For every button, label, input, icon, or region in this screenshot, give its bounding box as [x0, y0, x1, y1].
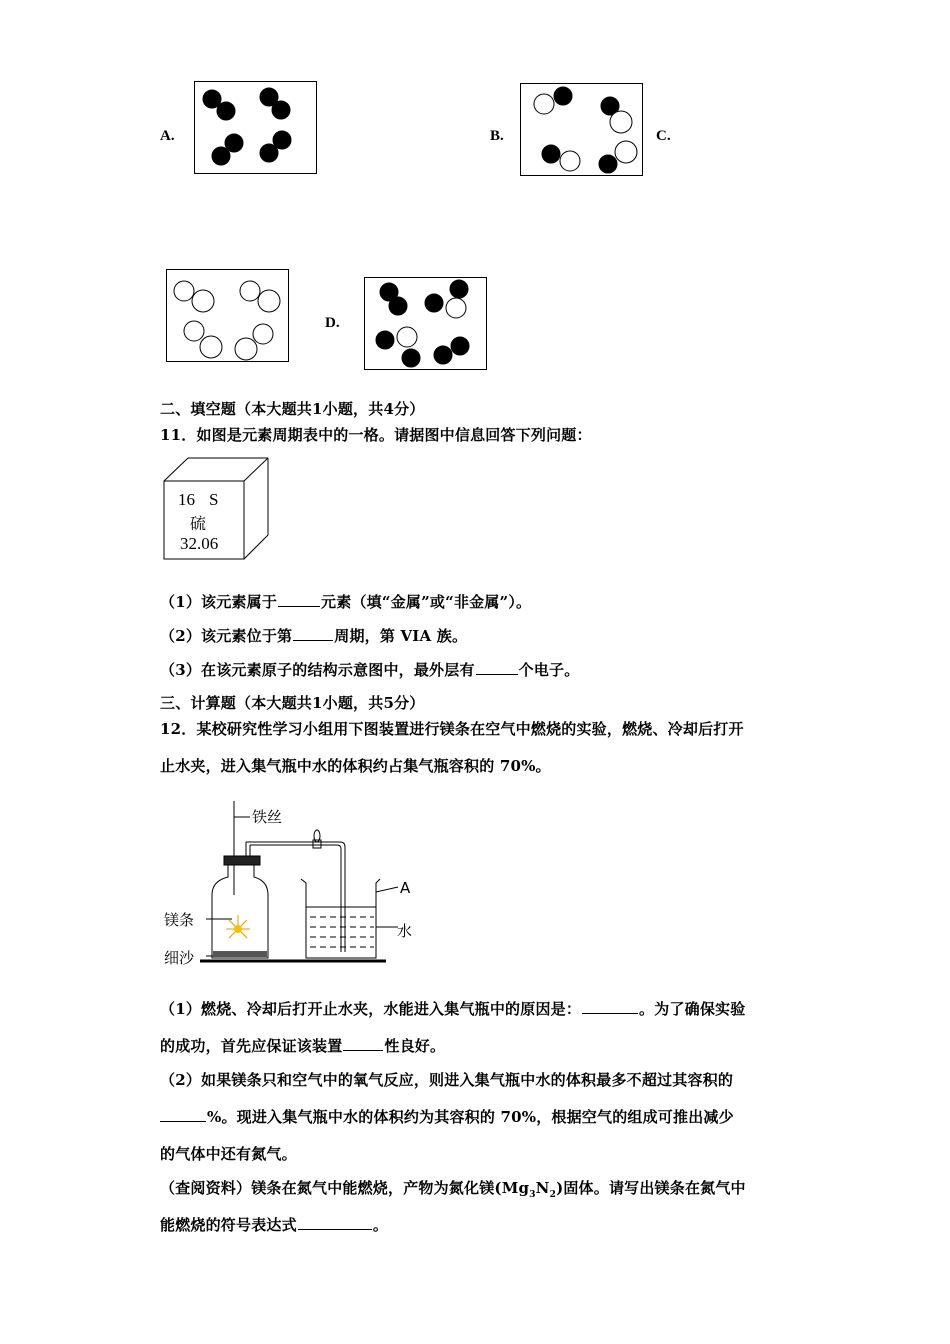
- q12-info-line2-text-end: 。: [372, 1216, 389, 1234]
- q12-part2-line3: 的气体中还有氮气。: [160, 1145, 297, 1163]
- q12-part2-line1: （2）如果镁条只和空气中的氧气反应，则进入集气瓶中水的体积最多不超过其容积的: [160, 1071, 734, 1089]
- option-c-label: C.: [656, 128, 671, 144]
- option-a-diagram: [194, 81, 317, 174]
- q12-info-text: （查阅资料）镁条在氮气中能燃烧，产物为氮化镁(: [160, 1179, 502, 1197]
- section3-heading: 三、计算题（本大题共1小题，共5分）: [160, 694, 425, 712]
- option-c-particles: [167, 270, 288, 361]
- question11-stem: 11．如图是元素周期表中的一格。请据图中信息回答下列问题：: [160, 426, 592, 444]
- formula-mg: Mg: [501, 1179, 530, 1197]
- question12-line2: 止水夹，进入集气瓶中水的体积约占集气瓶容积的 70%。: [160, 757, 551, 775]
- q12-info-text-end: )固体。请写出镁条在氮气中: [556, 1179, 746, 1197]
- option-c-diagram: [166, 269, 289, 362]
- label-water: 水: [397, 922, 413, 940]
- q11-sub3: [160, 659, 579, 680]
- option-d-label: D.: [325, 315, 340, 331]
- q12-part1-line1: [160, 998, 745, 1019]
- q11-sub1-text-end: 元素（填“金属”或“非金属”）。: [321, 593, 532, 611]
- q12-part1-blank-tightness[interactable]: [343, 1050, 383, 1051]
- q11-sub1-text: （1）该元素属于: [160, 593, 278, 611]
- q11-sub2-text-end: 周期，第 VIA 族。: [334, 627, 468, 645]
- section2-heading: 二、填空题（本大题共1小题，共4分）: [160, 400, 425, 418]
- option-a-label: A.: [160, 128, 175, 144]
- label-a: A: [400, 879, 411, 897]
- q11-sub2-text: （2）该元素位于第: [160, 627, 293, 645]
- q12-part1-text: （1）燃烧、冷却后打开止水夹，水能进入集气瓶中的原因是：: [160, 1000, 582, 1018]
- option-d-particles: [365, 278, 486, 369]
- q12-info-blank-equation[interactable]: [298, 1229, 372, 1230]
- label-sand: 细沙: [164, 949, 195, 967]
- q12-info-line2: [160, 1214, 388, 1235]
- formula-n: N: [535, 1179, 550, 1197]
- q11-sub2: [160, 625, 467, 646]
- question12-line1: 12．某校研究性学习小组用下图装置进行镁条在空气中燃烧的实验，燃烧、冷却后打开: [160, 720, 744, 738]
- q12-info-line1: [160, 1177, 746, 1200]
- apparatus-diagram: [160, 795, 430, 975]
- element-name: 硫: [190, 514, 207, 533]
- q11-sub3-text-end: 个电子。: [518, 661, 580, 679]
- option-b-diagram: [520, 83, 643, 176]
- q12-part2-blank-percent[interactable]: [160, 1121, 206, 1122]
- q12-part1-line2: [160, 1035, 445, 1056]
- option-d-diagram: [364, 277, 487, 370]
- q11-sub3-text: （3）在该元素原子的结构示意图中，最外层有: [160, 661, 475, 679]
- q12-part2-line2: [160, 1106, 734, 1127]
- formula-mg-sub: 3: [529, 1190, 536, 1200]
- q12-part1-text-end: 。为了确保实验: [639, 1000, 746, 1018]
- q12-part1-blank-reason[interactable]: [582, 1013, 638, 1014]
- label-magnesium: 镁条: [164, 911, 195, 929]
- element-symbol: S: [209, 490, 219, 509]
- q11-sub2-blank[interactable]: [293, 640, 333, 641]
- element-atomic-number: 16: [178, 490, 195, 509]
- formula-mg3n2: [501, 1179, 557, 1200]
- q11-sub3-blank[interactable]: [476, 674, 518, 675]
- q12-part1-line2-text-end: 性良好。: [384, 1037, 446, 1055]
- q12-part1-line2-text: 的成功，首先应保证该装置: [160, 1037, 343, 1055]
- option-b-label: B.: [490, 128, 504, 144]
- q12-part2-line2-text: %。现进入集气瓶中水的体积约为其容积的 70%，根据空气的组成可推出减少: [207, 1108, 734, 1126]
- label-iron-wire: 铁丝: [252, 808, 283, 826]
- q11-sub1-blank[interactable]: [278, 606, 320, 607]
- option-b-particles: [521, 84, 642, 175]
- element-atomic-mass: 32.06: [180, 534, 219, 553]
- q11-sub1: [160, 591, 531, 612]
- option-a-particles: [195, 82, 316, 173]
- q12-info-line2-text: 能燃烧的符号表达式: [160, 1216, 297, 1234]
- formula-n-sub: 2: [549, 1190, 557, 1200]
